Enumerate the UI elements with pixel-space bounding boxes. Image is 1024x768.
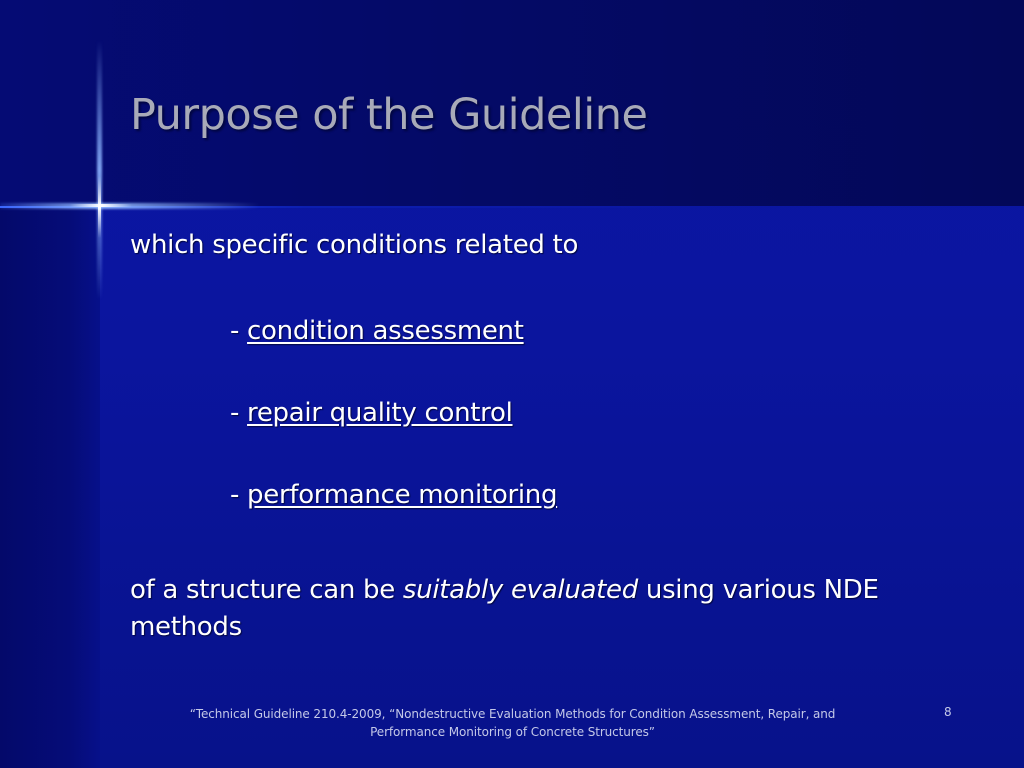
- condition-assessment-link[interactable]: condition assessment: [247, 316, 524, 346]
- outro-text: [130, 572, 960, 646]
- outro-text-start: of a structure can be: [130, 575, 403, 605]
- bullet-dash: -: [230, 398, 248, 428]
- bullet-dash: -: [230, 316, 248, 346]
- page-number: 8: [944, 705, 952, 719]
- performance-monitoring-link[interactable]: performance monitoring: [247, 480, 558, 510]
- bullet-item: [230, 316, 524, 346]
- outro-text-end: using various NDE methods: [130, 575, 879, 642]
- footer-citation: “Technical Guideline 210.4-2009, “Nondestructive Evaluation Methods for Condition Assessment, Repair, and Performance Monitoring of Concrete Structures”: [189, 707, 836, 739]
- bullet-item: [230, 398, 513, 428]
- repair-quality-control-link[interactable]: repair quality control: [247, 398, 513, 428]
- bullet-dash: -: [230, 480, 248, 510]
- intro-text: which specific conditions related to: [130, 230, 579, 260]
- outro-emphasis: suitably evaluated: [402, 575, 638, 605]
- slide-title: Purpose of the Guideline: [130, 90, 648, 140]
- bullet-item: [230, 480, 557, 510]
